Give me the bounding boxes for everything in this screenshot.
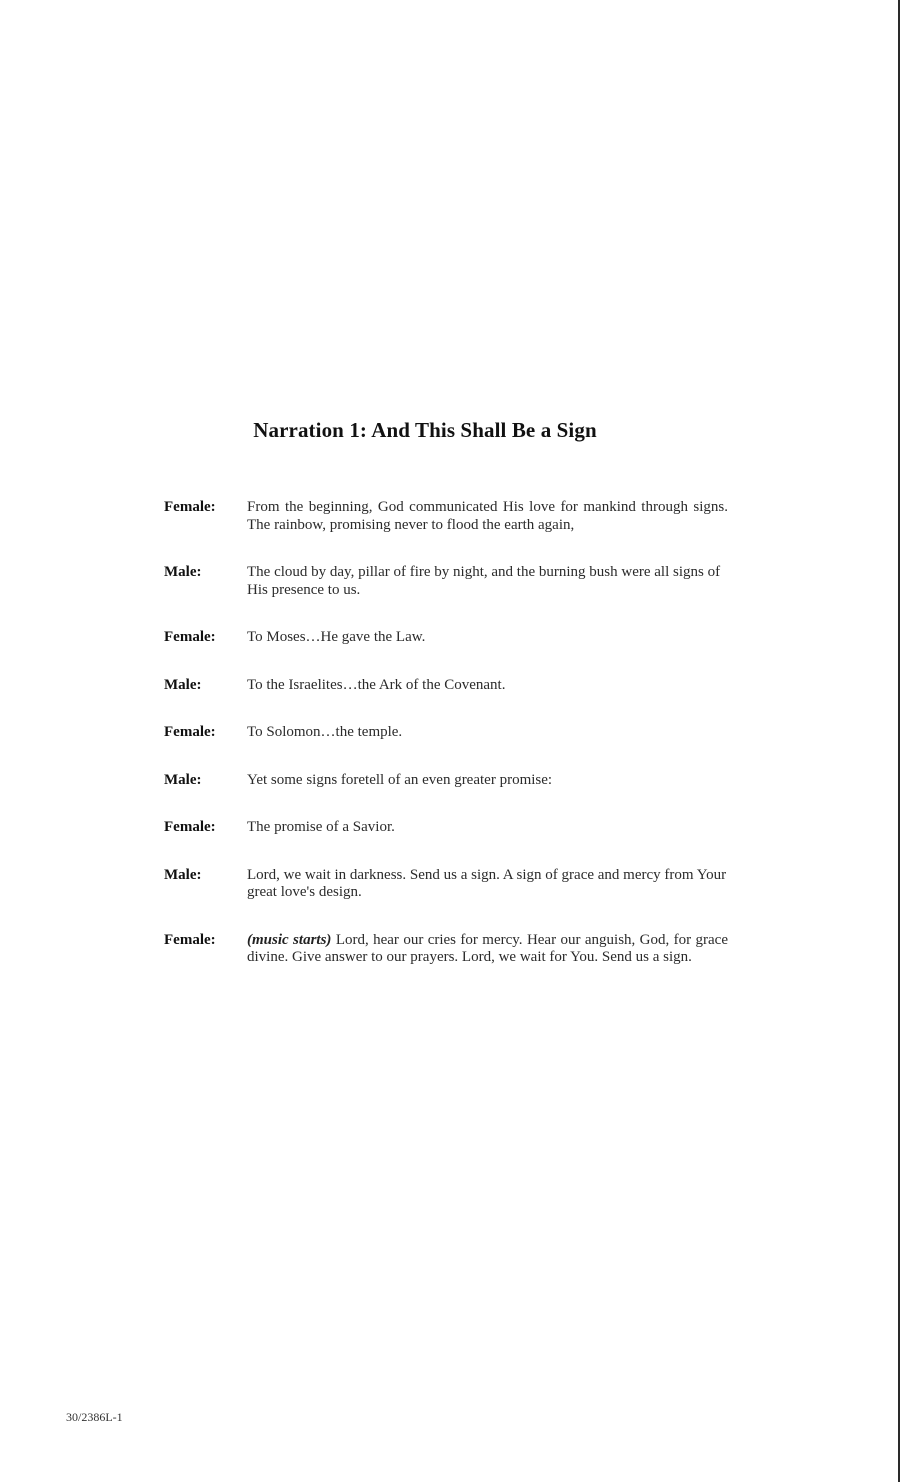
dialogue-text: Yet some signs foretell of an even greater promise: (247, 771, 553, 788)
script-line (164, 819, 728, 837)
script-line (164, 867, 728, 902)
page-title: Narration 1: And This Shall Be a Sign (253, 418, 597, 442)
dialogue-text: To Moses…He gave the Law. (247, 629, 426, 645)
dialogue-text: From the beginning, God communicated His love for mankind through signs. The rainbow, promising never to flood the earth again, (247, 499, 728, 533)
speaker-label: Female: (164, 499, 216, 515)
script-line (164, 499, 728, 534)
speaker-label: Male: (164, 564, 202, 580)
script-line (164, 772, 728, 790)
speaker-label: Female: (164, 819, 216, 835)
speaker-label: Male: (164, 866, 202, 883)
dialogue-text: Lord, we wait in darkness. Send us a sign. A sign of grace and mercy from Your great love's design. (247, 866, 727, 900)
speaker-label: Female: (164, 629, 216, 645)
speaker-label: Male: (164, 676, 202, 693)
script-line (164, 932, 728, 967)
dialogue-text: The cloud by day, pillar of fire by night, and the burning bush were all signs of His presence to us. (247, 564, 721, 598)
dialogue-words: Lord, hear our cries for mercy. Hear our anguish, God, for grace divine. Give answer to our prayers. Lord, we wait for You. Send us a sign. (247, 931, 729, 965)
catalog-code: 30/2386L-1 (66, 1410, 123, 1424)
script-line (164, 629, 728, 647)
dialogue-text: To Solomon…the temple. (247, 724, 403, 740)
narration-script (164, 499, 728, 967)
stage-cue: (music starts) (247, 931, 332, 948)
speaker-label: Male: (164, 771, 202, 788)
script-line (164, 564, 728, 599)
script-line (164, 724, 728, 742)
speaker-label: Female: (164, 724, 216, 740)
dialogue-text: The promise of a Savior. (247, 819, 395, 835)
speaker-label: Female: (164, 931, 216, 948)
dialogue-text: To the Israelites…the Ark of the Covenant. (247, 676, 506, 693)
script-line (164, 677, 728, 695)
dialogue-text (247, 932, 728, 967)
